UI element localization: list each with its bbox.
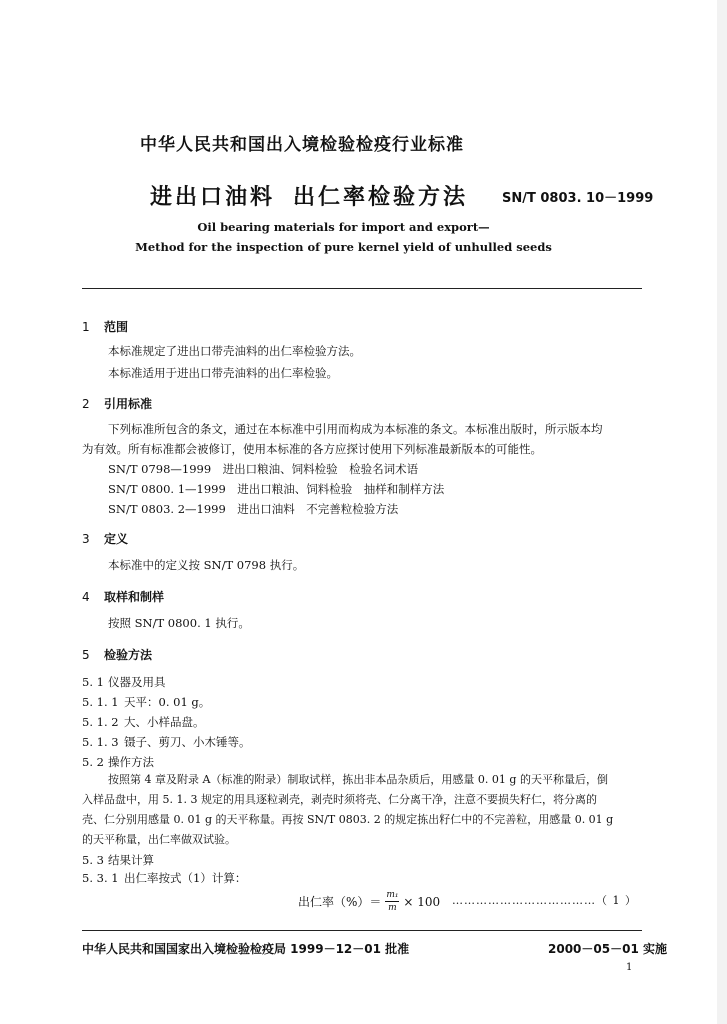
formula-rhs: × 100 — [403, 894, 441, 909]
section-2-para-line-1: 下列标准所包含的条文，通过在本标准中引用而构成为本标准的条文。本标准出版时，所示版本均 — [108, 422, 603, 436]
section-5-heading: 5 检验方法 — [82, 648, 153, 662]
section-2-heading: 2 引用标准 — [82, 397, 153, 411]
subsection-5-1: 5. 1 仪器及用具 — [82, 675, 166, 689]
subsection-5-1-2: 5. 1. 2 大、小样品盘。 — [82, 715, 205, 729]
section-5-2-line-2: 入样品盘中，用 5. 1. 3 规定的用具逐粒剥壳，剥壳时须将壳、仁分离干净，注意不要损失籽仁，将分离的 — [82, 793, 597, 806]
english-title-line-2: Method for the inspection of pure kernel yield of unhulled seeds — [135, 240, 552, 254]
formula-lhs: 出仁率（%）＝ — [298, 895, 382, 909]
reference-item: SN/T 0803. 2—1999 进出口油料 不完善粒检验方法 — [108, 502, 399, 516]
reference-item: SN/T 0798—1999 进出口粮油、饲料检验 检验名词术语 — [108, 462, 419, 476]
kernel-yield-formula — [298, 890, 440, 913]
section-4-heading: 4 取样和制样 — [82, 590, 165, 604]
subsection-5-1-1: 5. 1. 1 天平：0. 01 g。 — [82, 695, 211, 709]
subsection-5-2: 5. 2 操作方法 — [82, 755, 154, 769]
top-divider — [82, 288, 642, 289]
formula-numerator: m₁ — [386, 890, 399, 900]
section-2-para-line-2: 为有效。所有标准都会被修订，使用本标准的各方应探讨使用下列标准最新版本的可能性。 — [82, 442, 542, 456]
section-1-para-1: 本标准规定了进出口带壳油料的出仁率检验方法。 — [108, 344, 361, 358]
section-5-2-line-1: 按照第 4 章及附录 A（标准的附录）制取试样，拣出非本品杂质后，用感量 0. 01 g 的天平称量后，倒 — [108, 773, 608, 786]
issuing-authority: 中华人民共和国出入境检验检疫行业标准 — [140, 135, 464, 155]
standard-number: SN/T 0803. 10－1999 — [502, 191, 654, 206]
section-3-para: 本标准中的定义按 SN/T 0798 执行。 — [108, 558, 305, 572]
approval-statement: 中华人民共和国国家出入境检验检疫局 1999－12－01 批准 — [82, 942, 410, 956]
english-title-line-1: Oil bearing materials for import and export— — [197, 220, 490, 234]
scan-edge — [717, 0, 727, 1024]
title-part-1: 进出口油料 — [150, 185, 276, 210]
document-title — [150, 180, 468, 211]
section-1-heading: 1 范围 — [82, 320, 129, 334]
section-5-2-line-3: 壳、仁分别用感量 0. 01 g 的天平称量。再按 SN/T 0803. 2 的规定拣出籽仁中的不完善粒，用感量 0. 01 g — [82, 813, 614, 826]
section-3-heading: 3 定义 — [82, 532, 129, 546]
formula-number-leader: ………………………………（ 1 ） — [452, 894, 637, 907]
subsection-5-1-3: 5. 1. 3 镊子、剪刀、小木锤等。 — [82, 735, 251, 749]
reference-item: SN/T 0800. 1—1999 进出口粮油、饲料检验 抽样和制样方法 — [108, 482, 445, 496]
subsection-5-3: 5. 3 结果计算 — [82, 853, 154, 867]
subsection-5-3-1: 5. 3. 1 出仁率按式（1）计算： — [82, 871, 247, 885]
page-number: 1 — [626, 962, 633, 973]
formula-denominator: m — [388, 903, 397, 913]
section-4-para: 按照 SN/T 0800. 1 执行。 — [108, 616, 250, 630]
section-1-para-2: 本标准适用于进出口带壳油料的出仁率检验。 — [108, 366, 338, 380]
implementation-date: 2000－05－01 实施 — [548, 942, 667, 956]
title-part-2: 出仁率检验方法 — [293, 185, 469, 210]
bottom-divider — [82, 930, 642, 931]
formula-fraction — [385, 890, 399, 913]
section-5-2-line-4: 的天平称量，出仁率做双试验。 — [82, 833, 236, 846]
